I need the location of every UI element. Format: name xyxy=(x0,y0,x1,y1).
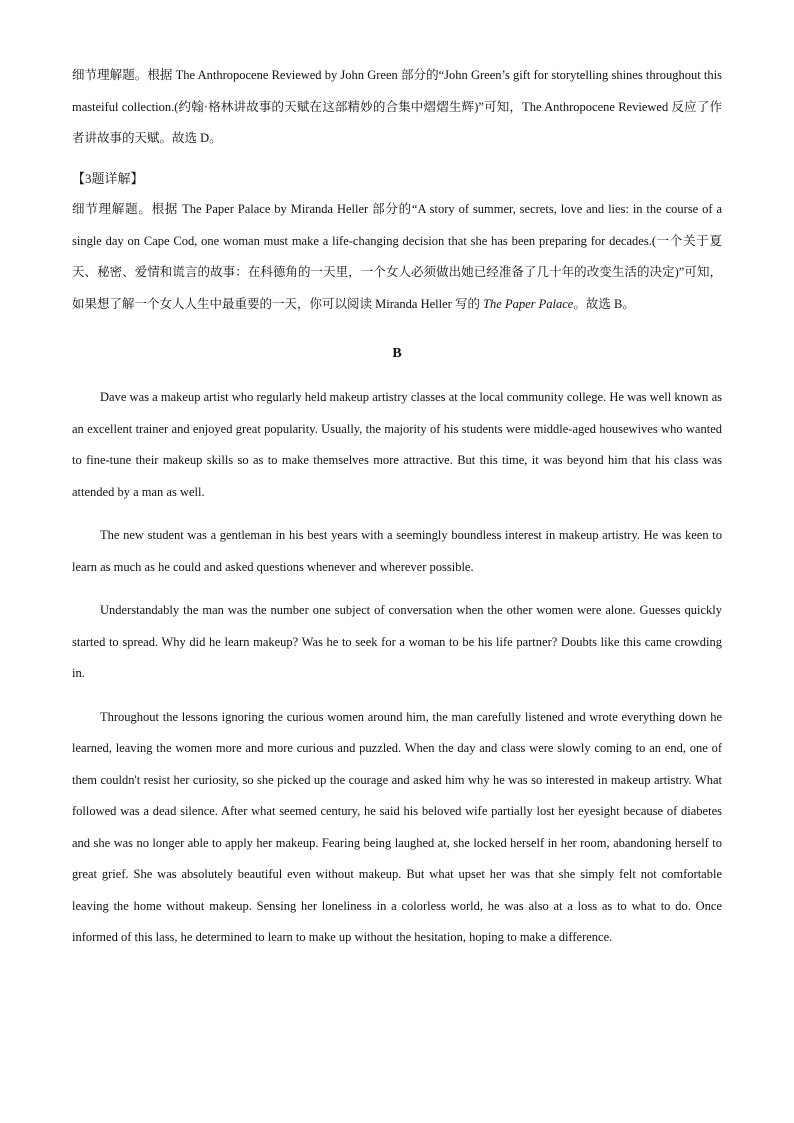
passage-paragraph-1: Dave was a makeup artist who regularly held makeup artistry classes at the local community college. He was well known as an excellent trainer and enjoyed great popularity. Usually, the majority of his students were middle-aged housewives who wanted to fine-tune their makeup skills so as to make themselves more attractive. But this time, it was beyond him that his class was attended by a man as well. xyxy=(72,390,722,499)
q2-explanation: 细节理解题。根据 The Anthropocene Reviewed by John Green 部分的“John Green’s gift for storytelling shines throughout this masteiful collection.(约翰·格林讲故事的天赋在这部精妙的合集中熠熠生辉)”可知，The Anthropocene Reviewed 反应了作者讲故事的天赋。故选 D。 xyxy=(72,68,722,145)
q3-text-after: 。故选 B。 xyxy=(573,296,635,311)
passage-paragraph-3: Understandably the man was the number one subject of conversation when the other women were alone. Guesses quickly started to spread. Why did he learn makeup? Was he to seek for a woman to be his life partner? Doubts like this came crowding in. xyxy=(72,603,722,680)
document-page xyxy=(72,60,722,954)
passage-paragraph-4: Throughout the lessons ignoring the curious women around him, the man carefully listened and wrote everything down he learned, leaving the women more and more curious and puzzled. When the day and class were slowly coming to an end, one of them couldn't resist her curiosity, so she picked up the courage and asked him why he was so interested in makeup artistry. What followed was a dead silence. After what seemed century, he said his beloved wife partially lost her eyesight because of diabetes and she was no longer able to apply her makeup. Fearing being laughed at, she locked herself in her room, abandoning herself to great grief. She was absolutely beautiful even without makeup. But what upset her was that she simply felt not comfortable leaving the home without makeup. Sensing her loneliness in a colorless world, he was also at a loss as to what to do. Once informed of this lass, he determined to learn to make up without the hesitation, hoping to make a difference. xyxy=(72,709,722,944)
passage-paragraph-2: The new student was a gentleman in his best years with a seemingly boundless interest in makeup artistry. He was keen to learn as much as he could and asked questions whenever and wherever possible. xyxy=(72,528,722,574)
section-b-title: B xyxy=(392,346,402,361)
q3-book-title: The Paper Palace xyxy=(483,296,574,311)
q3-explanation xyxy=(72,194,722,320)
q3-heading: 【3题详解】 xyxy=(72,170,144,186)
q3-text-before: 细节理解题。根据 The Paper Palace by Miranda Heller 部分的“A story of summer, secrets, love and lies: in the course of a single day on Cape Cod, one woman must make a life-changing decision that she has been preparing for decades.(一个关于夏天、秘密、爱情和谎言的故事：在科德角的一天里，一个女人必须做出她已经准备了几十年的改变生活的决定)”可知，如果想了解一个女人人生中最重要的一天，你可以阅读 Miranda Heller 写的 xyxy=(72,202,722,311)
